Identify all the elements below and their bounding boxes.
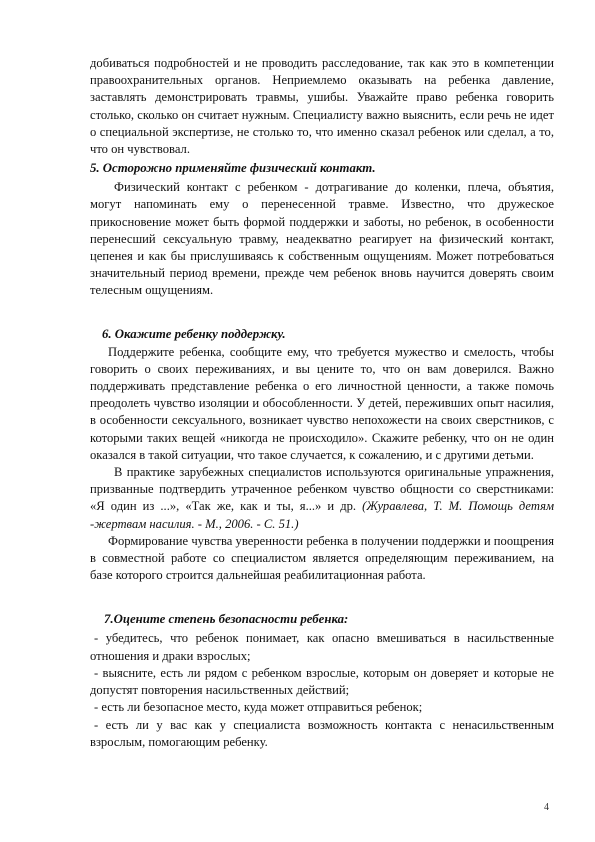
page-number: 4	[544, 802, 549, 813]
section-7-heading: 7.Оцените степень безопасности ребенка:	[104, 612, 349, 627]
section-6-paragraph-2-text: В практике зарубежных специалистов используются оригинальные упражнения, призванные подтвердить утраченное ребенком чувство общности со сверстниками: «Я один из ...», «Так же, как и ты, я...» и др.	[90, 465, 554, 514]
section-5-heading: 5. Осторожно применяйте физический контакт.	[90, 161, 376, 176]
section-5-paragraph: Физический контакт с ребенком - дотрагивание до коленки, плеча, объятия, могут напоминать ему о перенесенной травме. Известно, что дружеское прикосновение может быть формой поддержки и заботы, но ребенок, в особенности перенесший сексуальную травму, неадекватно реагирует на физический контакт, цепенея и как бы прислушиваясь к собственным ощущениям. Может потребоваться значительный период времени, прежде чем ребенок вновь научится доверять своим телесным ощущениям.	[90, 180, 554, 298]
list-item: - есть ли безопасное место, куда может отправиться ребенок;	[94, 700, 423, 715]
list-item: - убедитесь, что ребенок понимает, как опасно вмешиваться в насильственные отношения и драки взрослых;	[90, 631, 554, 663]
section-6-paragraph-3: Формирование чувства уверенности ребенка в получении поддержки и поощрения в совместной работе со специалистом является определяющим переживанием, на базе которого строится дальнейшая реабилитационная работа.	[90, 533, 554, 583]
section-6-heading: 6. Окажите ребенку поддержку.	[102, 326, 286, 341]
list-item: - есть ли у вас как у специалиста возможность контакта с ненасильственным взрослым, помогающим ребенку.	[90, 717, 554, 749]
list-item: - выясните, есть ли рядом с ребенком взрослые, которым он доверяет и которые не допустят повторения насильственных действий;	[90, 665, 554, 698]
section-6-paragraph-1: Поддержите ребенка, сообщите ему, что требуется мужество и смелость, чтобы говорить о своих переживаниях, и вы цените то, что он вам доверился. Важно поддерживать представление ребенка о его личностной ценности, а также помочь преодолеть чувство изоляции и обособленности. У детей, переживших опыт насилия, в особенности сексуального, возникает чувство непохожести на своих сверстников, с которыми таких вещей «никогда не происходило». Скажите ребенку, что он не один оказался в такой ситуации, что такое случается, к сожалению, и с другими детьми.	[90, 344, 554, 462]
section-6-paragraph-2	[90, 464, 554, 533]
intro-paragraph: добиваться подробностей и не проводить расследование, так как это в компетенции правоохранительных органов. Неприемлемо оказывать на ребенка давление, заставлять демонстрировать травмы, ушибы. Уважайте право ребенка говорить столько, сколько он считает нужным. Специалисту важно выяснить, если речь не идет о специальной экспертизе, не столько то, что именно сказал ребенок или сделал, а то, что он чувствовал.	[90, 56, 554, 157]
page-content	[90, 55, 554, 751]
citation: (Журавлева, Т. М. Помощь детям -жертвам насилия. - М., 2006. - С. 51.)	[90, 499, 554, 531]
